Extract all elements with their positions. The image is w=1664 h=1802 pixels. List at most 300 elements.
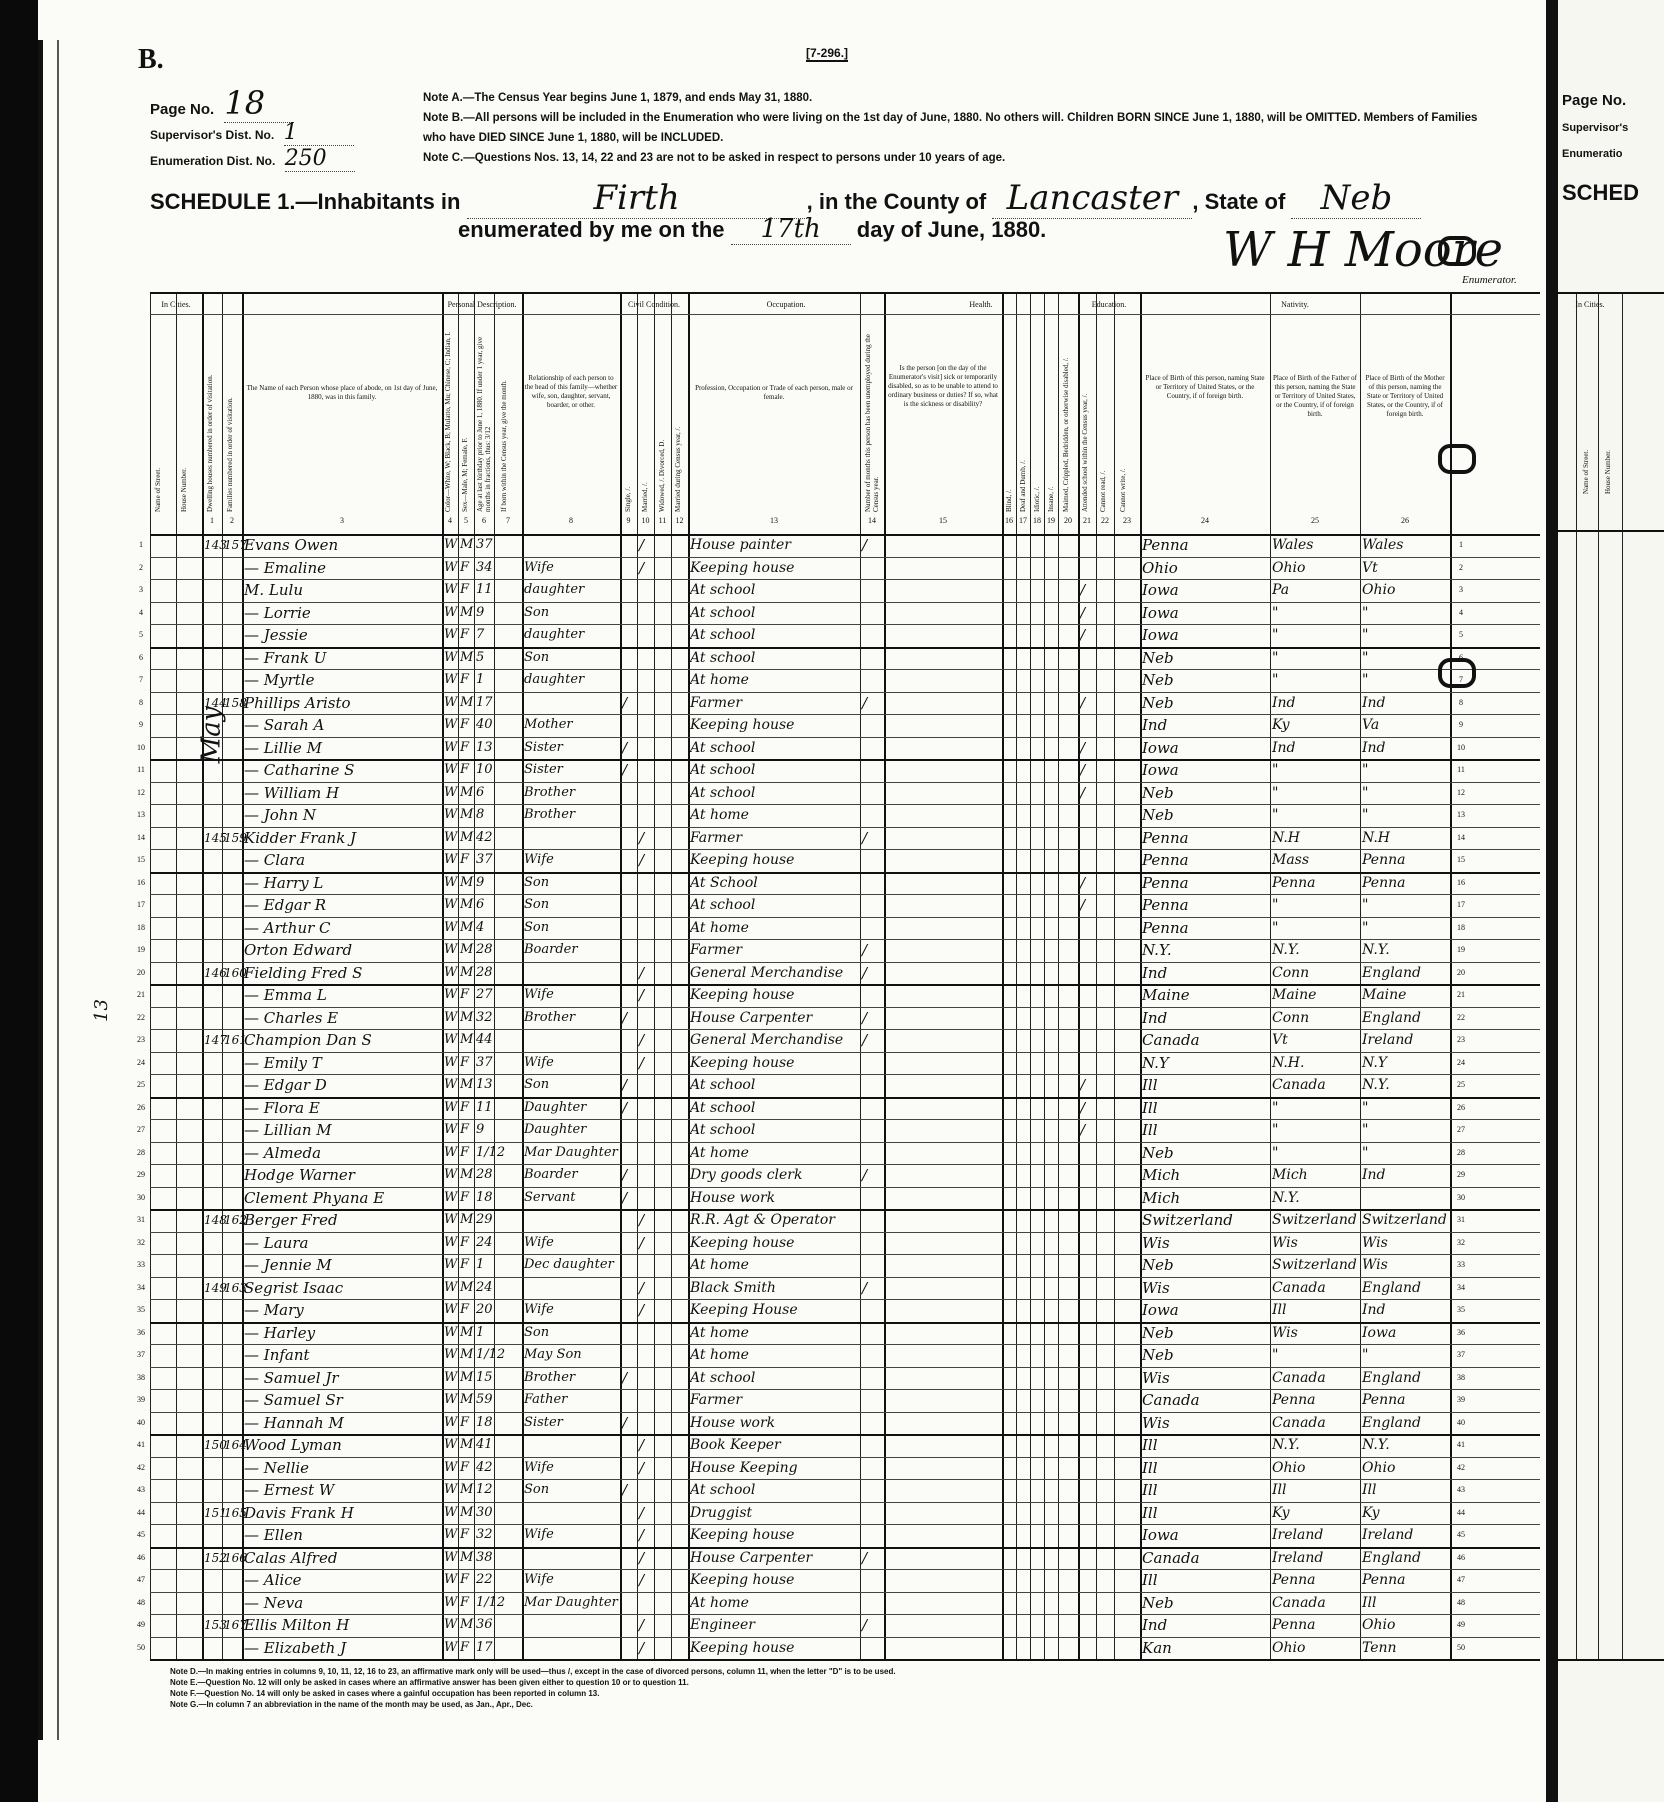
color-cell: W bbox=[444, 1392, 458, 1407]
person-name: Evans Owen bbox=[244, 536, 339, 554]
row-number: 17 bbox=[137, 900, 145, 909]
column-rule bbox=[522, 294, 524, 1659]
person-name: — Hannah M bbox=[244, 1413, 344, 1432]
mother-birthplace-cell: Ind bbox=[1362, 1302, 1386, 1318]
row-number: 27 bbox=[137, 1125, 145, 1134]
age-cell: 1 bbox=[476, 1257, 485, 1272]
birthplace-cell: N.Y bbox=[1142, 1053, 1169, 1072]
relationship-cell: Son bbox=[524, 1482, 550, 1497]
person-name: — Samuel Sr bbox=[244, 1391, 343, 1409]
single-mark: / bbox=[622, 1413, 628, 1432]
person-name: Ellis Milton H bbox=[244, 1616, 350, 1634]
column-rule bbox=[1016, 294, 1017, 1659]
married-mark: / bbox=[639, 536, 645, 554]
sex-cell: F bbox=[460, 1122, 470, 1137]
occupation-cell: Keeping house bbox=[690, 852, 795, 868]
unemployed-mark: / bbox=[862, 1166, 868, 1184]
occupation-cell: House Carpenter bbox=[690, 1009, 813, 1026]
relationship-cell: Wife bbox=[524, 559, 554, 575]
sex-cell: F bbox=[460, 1572, 470, 1587]
birthplace-cell: Ill bbox=[1142, 1503, 1158, 1522]
occupation-cell: Dry goods clerk bbox=[690, 1167, 803, 1183]
unemployed-mark: / bbox=[862, 1616, 868, 1634]
mother-birthplace-cell: Ill bbox=[1362, 1482, 1377, 1498]
age-cell: 1/12 bbox=[476, 1144, 506, 1160]
mother-birthplace-cell: England bbox=[1362, 1009, 1422, 1026]
color-cell: W bbox=[444, 897, 458, 912]
father-birthplace-cell: N.H. bbox=[1272, 1054, 1305, 1071]
birthplace-cell: Wis bbox=[1142, 1233, 1170, 1252]
row-number-right: 12 bbox=[1457, 787, 1465, 797]
occupation-cell: At school bbox=[690, 1482, 756, 1498]
relationship-cell: Son bbox=[524, 649, 550, 665]
age-cell: 41 bbox=[476, 1437, 493, 1452]
row-number: 37 bbox=[137, 1350, 145, 1359]
occupation-cell: Keeping House bbox=[690, 1302, 798, 1318]
school-mark: / bbox=[1080, 1098, 1086, 1117]
mother-birthplace-cell: " bbox=[1362, 627, 1369, 643]
mother-birthplace-cell: England bbox=[1362, 1549, 1422, 1566]
relationship-cell: Wife bbox=[524, 1459, 554, 1475]
person-name: — Clara bbox=[244, 851, 306, 869]
unemployed-mark: / bbox=[862, 963, 868, 982]
family-number: 161 bbox=[224, 1033, 247, 1047]
row-number: 2 bbox=[139, 562, 143, 572]
birthplace-cell: Canada bbox=[1142, 1031, 1200, 1049]
person-name: — Flora E bbox=[244, 1098, 320, 1117]
row-number-right: 19 bbox=[1457, 945, 1465, 954]
person-name: — Emma L bbox=[244, 986, 327, 1004]
row-number: 3 bbox=[139, 585, 143, 594]
county-label: , in the County of bbox=[806, 189, 987, 214]
color-cell: W bbox=[444, 1482, 458, 1497]
father-birthplace-cell: Canada bbox=[1272, 1414, 1326, 1431]
person-name: — Lillian M bbox=[244, 1121, 332, 1139]
column-rule bbox=[1044, 294, 1045, 1659]
dwelling-number: 148 bbox=[204, 1213, 227, 1227]
row-number-right: 14 bbox=[1457, 832, 1465, 842]
birthplace-cell: Iowa bbox=[1142, 738, 1179, 757]
sex-cell: M bbox=[460, 784, 474, 800]
row-number-right: 50 bbox=[1457, 1642, 1465, 1652]
sex-cell: M bbox=[460, 649, 474, 665]
married-mark: / bbox=[639, 1211, 645, 1229]
row-rule bbox=[150, 1659, 1540, 1661]
single-mark: / bbox=[622, 738, 628, 757]
birthplace-cell: Iowa bbox=[1142, 1526, 1179, 1544]
row-number: 8 bbox=[139, 697, 143, 707]
school-mark: / bbox=[1080, 896, 1086, 914]
relationship-cell: Boarder bbox=[524, 1167, 578, 1182]
row-number-right: 21 bbox=[1457, 990, 1465, 999]
sex-cell: M bbox=[460, 537, 474, 552]
mother-birthplace-cell: " bbox=[1362, 604, 1369, 621]
father-birthplace-cell: Ill bbox=[1272, 1482, 1287, 1498]
married-mark: / bbox=[639, 558, 645, 577]
sex-cell: M bbox=[460, 1369, 474, 1385]
rp-schedule-label: SCHED bbox=[1562, 180, 1640, 205]
color-cell: W bbox=[444, 1369, 458, 1385]
column-number: 16 bbox=[1005, 516, 1013, 525]
sex-cell: F bbox=[460, 1527, 470, 1542]
column-number: 26 bbox=[1401, 516, 1409, 525]
father-birthplace-cell: Ind bbox=[1272, 739, 1296, 756]
color-cell: W bbox=[444, 1639, 458, 1655]
place-value: Firth bbox=[467, 178, 807, 219]
supervisor-label: Supervisor's Dist. No. bbox=[150, 128, 275, 142]
father-birthplace-cell: Canada bbox=[1272, 1369, 1326, 1386]
row-number: 19 bbox=[137, 945, 145, 954]
occupation-cell: House painter bbox=[690, 537, 791, 553]
occupation-cell: Keeping house bbox=[690, 559, 795, 576]
birthplace-cell: Neb bbox=[1142, 1593, 1174, 1612]
mother-birthplace-cell: Wis bbox=[1362, 1234, 1388, 1251]
occupation-cell: Farmer bbox=[690, 1392, 743, 1408]
mother-birthplace-cell: " bbox=[1362, 1144, 1369, 1161]
color-cell: W bbox=[444, 1257, 458, 1272]
occupation-cell: At home bbox=[690, 1594, 749, 1611]
school-mark: / bbox=[1080, 581, 1086, 599]
person-name: Calas Alfred bbox=[244, 1548, 338, 1567]
father-birthplace-cell: Ireland bbox=[1272, 1549, 1324, 1566]
column-number: 20 bbox=[1064, 516, 1072, 525]
father-birthplace-cell: " bbox=[1272, 1347, 1279, 1363]
row-number-right: 38 bbox=[1457, 1372, 1465, 1382]
married-mark: / bbox=[639, 1616, 645, 1634]
head-widowed: Widowed, /. Divorced, D. bbox=[658, 439, 666, 512]
sex-cell: M bbox=[460, 1482, 474, 1497]
supervisor-value: 1 bbox=[284, 120, 354, 146]
birthplace-cell: N.Y. bbox=[1142, 941, 1172, 959]
father-birthplace-cell: " bbox=[1272, 1099, 1279, 1116]
occupation-cell: At home bbox=[690, 807, 749, 823]
form-code: [7-296.] bbox=[806, 46, 849, 60]
mother-birthplace-cell: Ireland bbox=[1362, 1032, 1414, 1048]
color-cell: W bbox=[444, 1122, 458, 1137]
color-cell: W bbox=[444, 1279, 458, 1295]
married-mark: / bbox=[639, 1301, 645, 1319]
birthplace-cell: Penna bbox=[1142, 918, 1189, 937]
single-mark: / bbox=[622, 693, 628, 712]
relationship-cell: Son bbox=[524, 919, 550, 935]
color-cell: W bbox=[444, 829, 458, 845]
mother-birthplace-cell: N.Y. bbox=[1362, 942, 1390, 958]
sex-cell: M bbox=[460, 1032, 474, 1047]
occupation-cell: At school bbox=[690, 1077, 756, 1093]
row-number: 48 bbox=[137, 1597, 145, 1607]
relationship-cell: Father bbox=[524, 1392, 568, 1407]
color-cell: W bbox=[444, 1054, 458, 1070]
person-name: Clement Phyana E bbox=[244, 1188, 385, 1207]
head-street: Name of Street. bbox=[154, 467, 162, 512]
dwelling-number: 143 bbox=[204, 538, 227, 552]
row-number-right: 43 bbox=[1457, 1485, 1465, 1494]
head-birthplace: Place of Birth of this person, naming State or Territory of United States, or the Country, if of foreign birth. bbox=[1145, 374, 1265, 400]
sex-cell: F bbox=[460, 1054, 470, 1070]
age-cell: 18 bbox=[476, 1414, 493, 1430]
relationship-cell: daughter bbox=[524, 672, 585, 687]
row-number: 29 bbox=[137, 1170, 145, 1179]
color-cell: W bbox=[444, 559, 458, 575]
age-cell: 6 bbox=[476, 784, 485, 800]
color-cell: W bbox=[444, 874, 458, 890]
row-number-right: 47 bbox=[1457, 1575, 1465, 1584]
row-number: 14 bbox=[137, 832, 145, 842]
age-cell: 36 bbox=[476, 1617, 493, 1632]
school-mark: / bbox=[1080, 603, 1086, 622]
row-number-right: 8 bbox=[1459, 697, 1463, 707]
column-rule bbox=[1270, 294, 1271, 1659]
color-cell: W bbox=[444, 942, 458, 957]
dwelling-number: 153 bbox=[204, 1618, 227, 1632]
sex-cell: F bbox=[460, 1257, 470, 1272]
row-number-right: 44 bbox=[1457, 1507, 1465, 1517]
father-birthplace-cell: Ind bbox=[1272, 694, 1296, 711]
group-nativity: Nativity. bbox=[1281, 300, 1309, 309]
birthplace-cell: Ill bbox=[1142, 1076, 1158, 1094]
married-mark: / bbox=[639, 1053, 645, 1072]
column-rule bbox=[1114, 294, 1115, 1659]
relationship-cell: Wife bbox=[524, 1234, 554, 1250]
age-cell: 9 bbox=[476, 1122, 485, 1137]
age-cell: 10 bbox=[476, 762, 493, 777]
sex-cell: M bbox=[460, 897, 474, 912]
relationship-cell: Mar Daughter bbox=[524, 1144, 618, 1160]
scan-border-left bbox=[0, 0, 38, 1802]
sex-cell: F bbox=[460, 582, 470, 597]
age-cell: 32 bbox=[476, 1527, 493, 1542]
birthplace-cell: Ill bbox=[1142, 1098, 1158, 1117]
enumerator-caption: Enumerator. bbox=[1462, 274, 1517, 286]
adjacent-page bbox=[1558, 0, 1664, 1802]
relationship-cell: Son bbox=[524, 897, 550, 912]
birthplace-cell: Wis bbox=[1142, 1278, 1170, 1297]
row-number-right: 46 bbox=[1457, 1552, 1465, 1562]
occupation-cell: Black Smith bbox=[690, 1279, 776, 1296]
row-number: 26 bbox=[137, 1102, 145, 1112]
column-number: 14 bbox=[868, 516, 876, 525]
sex-cell: F bbox=[460, 762, 470, 777]
school-mark: / bbox=[1080, 738, 1086, 757]
column-rule bbox=[458, 294, 459, 1659]
birthplace-cell: Penna bbox=[1142, 896, 1189, 914]
column-number: 18 bbox=[1033, 516, 1041, 525]
mother-birthplace-cell: " bbox=[1362, 784, 1369, 801]
age-cell: 17 bbox=[476, 694, 493, 710]
head-insane: Insane, /. bbox=[1047, 486, 1055, 512]
birthplace-cell: Neb bbox=[1142, 1323, 1174, 1342]
color-cell: W bbox=[444, 1099, 458, 1115]
row-number-right: 48 bbox=[1457, 1597, 1465, 1607]
mother-birthplace-cell: Ind bbox=[1362, 694, 1386, 711]
occupation-cell: At school bbox=[690, 784, 756, 801]
row-number: 49 bbox=[137, 1620, 145, 1629]
rp-house-head: House Number. bbox=[1604, 450, 1612, 494]
father-birthplace-cell: N.Y. bbox=[1272, 1437, 1300, 1453]
color-cell: W bbox=[444, 919, 458, 935]
father-birthplace-cell: Ky bbox=[1272, 1504, 1290, 1521]
schedule-title-line bbox=[150, 178, 1421, 219]
person-name: — Almeda bbox=[244, 1143, 322, 1162]
row-number-right: 35 bbox=[1457, 1305, 1465, 1314]
note-g: Note G.—In column 7 an abbreviation in the name of the month may be used, as Jan., Apr., Dec. bbox=[170, 1700, 533, 1709]
birthplace-cell: Kan bbox=[1142, 1638, 1172, 1657]
row-number: 1 bbox=[139, 540, 143, 549]
relationship-cell: Servant bbox=[524, 1189, 576, 1205]
mother-birthplace-cell: Iowa bbox=[1362, 1324, 1397, 1341]
mother-birthplace-cell: Penna bbox=[1362, 852, 1406, 868]
person-name: — Harley bbox=[244, 1323, 316, 1342]
row-number: 9 bbox=[139, 720, 143, 729]
row-number-right: 7 bbox=[1459, 675, 1463, 684]
age-cell: 18 bbox=[476, 1189, 493, 1205]
occupation-cell: At School bbox=[690, 874, 758, 891]
color-cell: W bbox=[444, 694, 458, 710]
mother-birthplace-cell: " bbox=[1362, 649, 1369, 666]
relationship-cell: Son bbox=[524, 874, 550, 890]
married-mark: / bbox=[639, 1548, 645, 1567]
age-cell: 38 bbox=[476, 1549, 493, 1565]
row-number: 20 bbox=[137, 967, 145, 977]
mother-birthplace-cell: Ireland bbox=[1362, 1527, 1414, 1543]
row-number: 45 bbox=[137, 1530, 145, 1539]
mother-birthplace-cell: Penna bbox=[1362, 1572, 1406, 1588]
group-occupation: Occupation. bbox=[766, 300, 806, 309]
father-birthplace-cell: Penna bbox=[1272, 1572, 1316, 1588]
relationship-cell: Sister bbox=[524, 1414, 563, 1430]
enumeration-value: 250 bbox=[285, 146, 355, 172]
column-number: 23 bbox=[1123, 516, 1131, 525]
head-write: Cannot write, /. bbox=[1119, 468, 1127, 512]
schedule-title: SCHEDULE 1.—Inhabitants in bbox=[150, 189, 461, 214]
color-cell: W bbox=[444, 1594, 458, 1610]
single-mark: / bbox=[622, 1008, 628, 1027]
dwelling-number: 145 bbox=[204, 830, 227, 845]
person-name: Segrist Isaac bbox=[244, 1278, 344, 1297]
mother-birthplace-cell: N.Y. bbox=[1362, 1077, 1390, 1093]
column-number: 11 bbox=[658, 516, 667, 525]
person-name: Phillips Aristo bbox=[244, 693, 351, 712]
birthplace-cell: Ill bbox=[1142, 1121, 1158, 1139]
mother-birthplace-cell: " bbox=[1362, 897, 1369, 913]
married-mark: / bbox=[639, 1278, 645, 1297]
sex-cell: M bbox=[460, 1549, 474, 1565]
sex-cell: F bbox=[460, 1144, 470, 1160]
mother-birthplace-cell: Maine bbox=[1362, 987, 1407, 1003]
occupation-cell: Keeping house bbox=[690, 1527, 795, 1543]
row-number-right: 26 bbox=[1457, 1102, 1465, 1112]
head-blind: Blind, /. bbox=[1005, 489, 1013, 512]
person-name: Berger Fred bbox=[244, 1211, 338, 1229]
note-c: Note C.—Questions Nos. 13, 14, 22 and 23 are not to be asked in respect to persons under 10 years of age. bbox=[423, 152, 1006, 164]
person-name: — Laura bbox=[244, 1233, 309, 1252]
occupation-cell: Book Keeper bbox=[690, 1437, 781, 1453]
birthplace-cell: Ill bbox=[1142, 1436, 1158, 1454]
mother-birthplace-cell: " bbox=[1362, 807, 1369, 823]
birthplace-cell: Mich bbox=[1142, 1188, 1181, 1207]
family-number: 162 bbox=[224, 1213, 247, 1227]
occupation-cell: House Carpenter bbox=[690, 1549, 813, 1566]
row-number-right: 33 bbox=[1457, 1260, 1465, 1269]
age-cell: 9 bbox=[476, 874, 485, 890]
age-cell: 8 bbox=[476, 807, 485, 822]
group-civil: Civil Condition. bbox=[627, 300, 680, 309]
color-cell: W bbox=[444, 1032, 458, 1047]
column-rule bbox=[474, 294, 475, 1659]
head-month: If born within the Census year, give the month. bbox=[500, 380, 508, 512]
column-rule bbox=[1096, 294, 1097, 1659]
row-number-right: 39 bbox=[1457, 1395, 1465, 1404]
father-birthplace-cell: " bbox=[1272, 807, 1279, 823]
relationship-cell: Son bbox=[524, 1324, 550, 1340]
unemployed-mark: / bbox=[862, 1278, 868, 1297]
birthplace-cell: Iowa bbox=[1142, 626, 1179, 644]
age-cell: 40 bbox=[476, 717, 493, 732]
relationship-cell: Mar Daughter bbox=[524, 1594, 618, 1610]
father-birthplace-cell: " bbox=[1272, 762, 1279, 778]
column-rule bbox=[176, 294, 177, 1659]
person-name: — Lillie M bbox=[244, 738, 322, 757]
birthplace-cell: Ind bbox=[1142, 963, 1168, 982]
sex-cell: M bbox=[460, 1437, 474, 1452]
column-number: 6 bbox=[482, 516, 486, 525]
column-rule bbox=[494, 294, 495, 1659]
color-cell: W bbox=[444, 1572, 458, 1587]
age-cell: 42 bbox=[476, 1459, 493, 1475]
sex-cell: F bbox=[460, 1099, 470, 1115]
father-birthplace-cell: Ireland bbox=[1272, 1527, 1324, 1543]
row-number: 13 bbox=[137, 810, 145, 819]
birthplace-cell: Neb bbox=[1142, 806, 1174, 824]
row-number-right: 4 bbox=[1459, 607, 1463, 617]
head-mother-birthplace: Place of Birth of the Mother of this person, naming the State or Territory of United States, or the Country, if of foreign birth. bbox=[1365, 374, 1445, 418]
relationship-cell: Dec daughter bbox=[524, 1257, 614, 1272]
census-page bbox=[38, 0, 1546, 1802]
column-number: 21 bbox=[1083, 516, 1091, 525]
row-number: 44 bbox=[137, 1507, 145, 1517]
head-idiotic: Idiotic, /. bbox=[1033, 486, 1041, 512]
age-cell: 6 bbox=[476, 897, 485, 912]
birthplace-cell: Penna bbox=[1142, 851, 1189, 869]
row-number: 41 bbox=[137, 1440, 145, 1449]
age-cell: 13 bbox=[476, 739, 493, 755]
birthplace-cell: Penna bbox=[1142, 828, 1189, 847]
occupation-cell: At school bbox=[690, 649, 756, 666]
father-birthplace-cell: N.Y. bbox=[1272, 1189, 1300, 1206]
row-number: 25 bbox=[137, 1080, 145, 1089]
row-number: 22 bbox=[137, 1012, 145, 1022]
married-mark: / bbox=[639, 1458, 645, 1477]
birthplace-cell: Neb bbox=[1142, 693, 1174, 712]
age-cell: 37 bbox=[476, 852, 493, 867]
single-mark: / bbox=[622, 1368, 628, 1387]
person-name: — Emily T bbox=[244, 1053, 322, 1072]
rp-enumeration-label: Enumeratio bbox=[1562, 148, 1623, 160]
color-cell: W bbox=[444, 717, 458, 732]
father-birthplace-cell: " bbox=[1272, 1144, 1279, 1161]
age-cell: 11 bbox=[476, 582, 493, 597]
row-number-right: 30 bbox=[1457, 1192, 1465, 1202]
mother-birthplace-cell: " bbox=[1362, 919, 1369, 936]
sex-cell: F bbox=[460, 1189, 470, 1205]
father-birthplace-cell: Wales bbox=[1272, 537, 1314, 553]
mother-birthplace-cell: England bbox=[1362, 1279, 1422, 1296]
person-name: — Arthur C bbox=[244, 918, 331, 937]
father-birthplace-cell: Pa bbox=[1272, 582, 1290, 598]
age-cell: 22 bbox=[476, 1572, 493, 1587]
family-number: 164 bbox=[224, 1438, 247, 1452]
mother-birthplace-cell: Ill bbox=[1362, 1594, 1377, 1611]
